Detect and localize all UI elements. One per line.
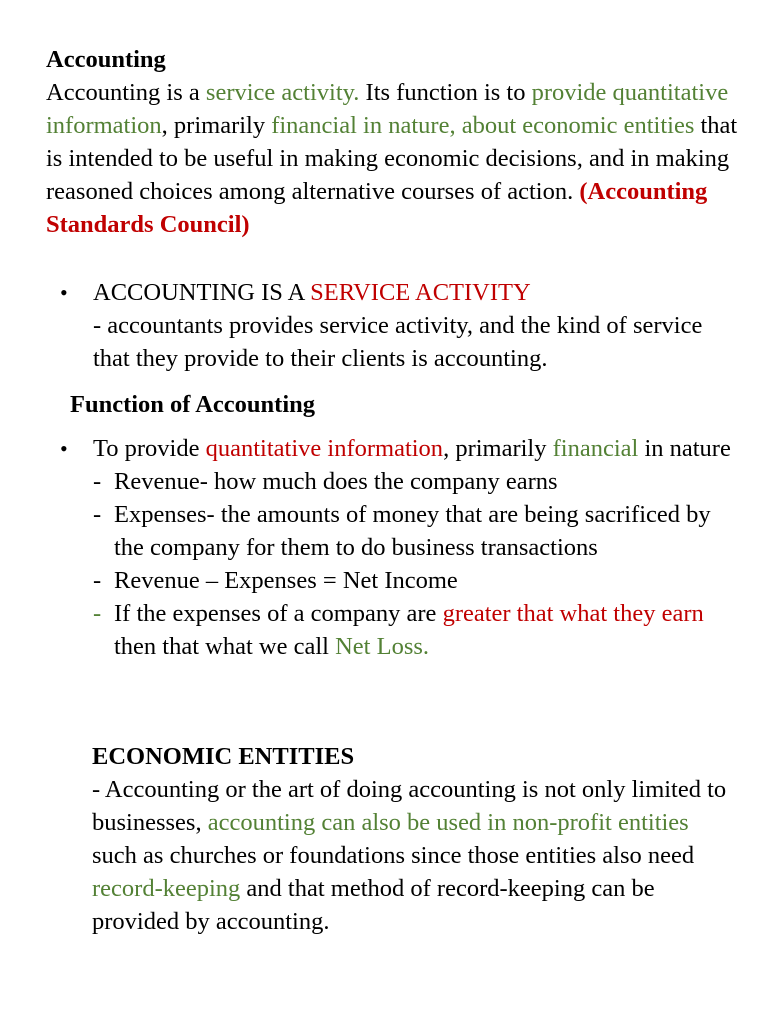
intro-text-1: Accounting is a bbox=[46, 79, 206, 106]
intro-highlight-service-activity: service activity. bbox=[205, 79, 360, 106]
list-item bbox=[93, 465, 740, 498]
net-loss-highlight-greater: greater that what they earn bbox=[442, 600, 704, 627]
bullet-function bbox=[60, 432, 740, 663]
intro-highlight-quantitative: provide quantitative information bbox=[46, 79, 729, 139]
bullet2-text-3: in nature bbox=[638, 435, 731, 462]
econ-text-2: such as churches or foundations since those entities also need bbox=[92, 842, 695, 869]
list-item-text: Revenue – Expenses = Net Income bbox=[114, 567, 458, 594]
page-title: Accounting bbox=[46, 46, 166, 73]
bullet1-highlight: SERVICE ACTIVITY bbox=[310, 279, 531, 306]
bullet-function-line bbox=[60, 432, 740, 465]
bullet-service-activity-line bbox=[60, 276, 740, 309]
function-heading: Function of Accounting bbox=[70, 391, 316, 418]
dash-marker: - bbox=[93, 468, 102, 495]
bullet2-text-2: , primarily bbox=[443, 435, 553, 462]
economic-entities-paragraph bbox=[92, 773, 732, 938]
list-item-text: Expenses- the amounts of money that are being sacrificed by the company for them to do business transactions bbox=[114, 501, 711, 561]
bullet1-text: ACCOUNTING IS A bbox=[93, 279, 311, 306]
bullet2-highlight-quantitative: quantitative information bbox=[205, 435, 444, 462]
bullet-icon: • bbox=[60, 280, 68, 305]
econ-highlight-non-profit: accounting can also be used in non-profit entities bbox=[207, 809, 689, 836]
net-loss-text-2: then that what we call bbox=[114, 633, 336, 660]
econ-highlight-record-keeping: record-keeping bbox=[92, 875, 241, 902]
econ-text-1: - Accounting or the art of doing accounting is not only limited to businesses, bbox=[92, 776, 727, 836]
net-loss-highlight-term: Net Loss. bbox=[335, 633, 430, 660]
list-item bbox=[93, 564, 740, 597]
list-item-net-loss bbox=[93, 597, 740, 663]
bullet-icon: • bbox=[60, 436, 68, 461]
dash-marker: - bbox=[93, 567, 102, 594]
list-item bbox=[93, 498, 740, 564]
economic-entities-heading: ECONOMIC ENTITIES bbox=[92, 743, 355, 770]
bullet2-text-1: To provide bbox=[93, 435, 206, 462]
net-loss-text-1: If the expenses of a company are bbox=[114, 600, 443, 627]
intro-text-2: Its function is to bbox=[359, 79, 532, 106]
list-item-text: Revenue- how much does the company earns bbox=[114, 468, 558, 495]
intro-highlight-financial: financial in nature, about economic entities bbox=[271, 112, 695, 139]
intro-text-3: , primarily bbox=[161, 112, 272, 139]
econ-text-3: and that method of record-keeping can be provided by accounting. bbox=[92, 875, 655, 935]
bullet2-highlight-financial: financial bbox=[552, 435, 639, 462]
intro-paragraph bbox=[46, 76, 746, 241]
bullet1-description: - accountants provides service activity, and the kind of service that they provide to their clients is accounting. bbox=[93, 312, 703, 372]
intro-text-4: that is intended to be useful in making economic decisions, and in making reasoned choices among alternative courses of action. bbox=[46, 112, 738, 205]
bullet-service-activity bbox=[60, 276, 740, 375]
intro-source-citation: (Accounting Standards Council) bbox=[46, 178, 708, 238]
dash-marker: - bbox=[93, 600, 102, 627]
dash-marker: - bbox=[93, 501, 102, 528]
